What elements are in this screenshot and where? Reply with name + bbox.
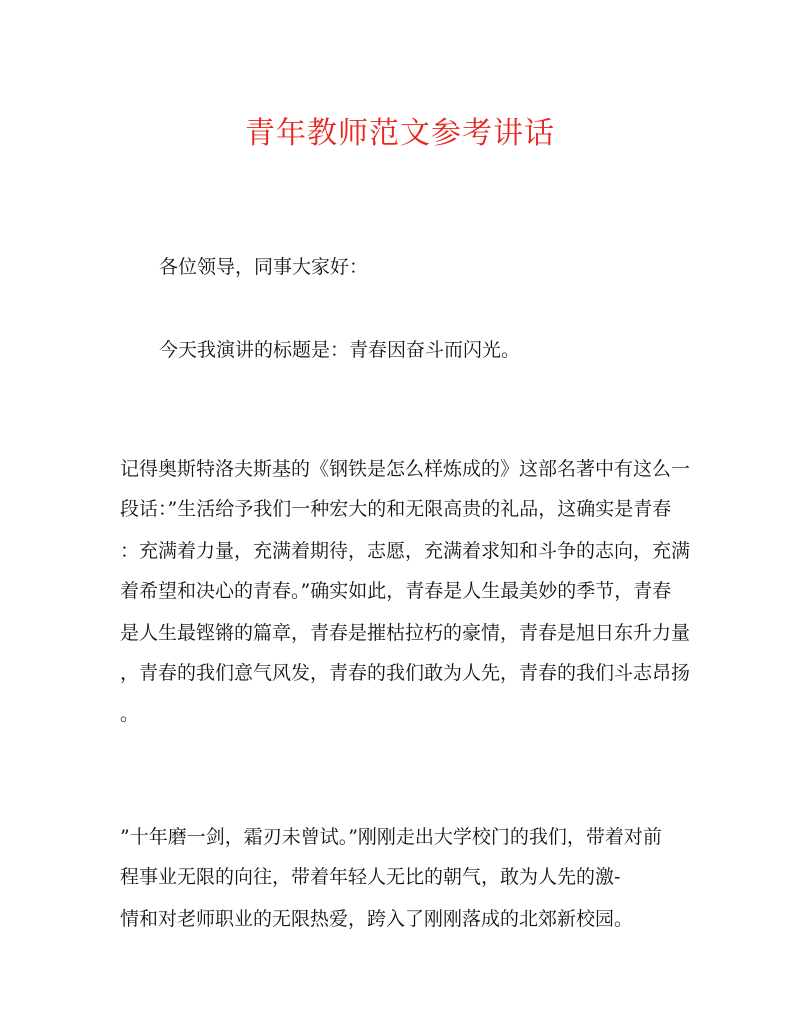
paragraph-line: 情和对老师职业的无限热爱，跨入了刚刚落成的北郊新校园。 [120,908,634,930]
paragraph-line: 是人生最铿锵的篇章，青春是摧枯拉朽的豪情，青春是旭日东升力量 [120,622,691,644]
paragraph-line: 记得奥斯特洛夫斯基的《钢铁是怎么样炼成的》这部名著中有这么一 [120,458,691,480]
paragraph-line: ：充满着力量，充满着期待，志愿，充满着求知和斗争的志向，充满 [120,540,691,562]
greeting-line: 各位领导，同事大家好： [159,256,369,278]
paragraph-line: 段话：”生活给予我们一种宏大的和无限高贵的礼品，这确实是青春 [120,498,672,520]
paragraph-line: 程事业无限的向往，带着年轻人无比的朝气，敢为人先的激- [120,866,621,888]
paragraph-line: 。 [120,703,140,725]
paragraph-line: ”十年磨一剑，霜刃未曾试。”刚刚走出大学校门的我们，带着对前 [120,826,662,848]
topic-line: 今天我演讲的标题是：青春因奋斗而闪光。 [159,339,521,361]
document-title: 青年教师范文参考讲话 [245,116,555,151]
paragraph-line: ，青春的我们意气风发，青春的我们敢为人先，青春的我们斗志昂扬 [120,662,691,684]
paragraph-line: 着希望和决心的青春。”确实如此，青春是人生最美妙的季节，青春 [120,580,672,602]
